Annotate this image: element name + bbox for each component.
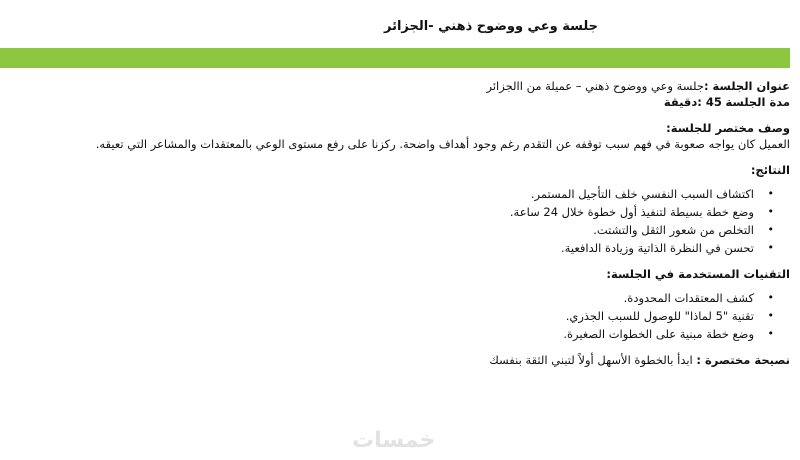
description-heading: وصف مختصر للجلسة: (666, 121, 790, 135)
session-duration-label: مدة الجلسة (725, 95, 790, 109)
list-item: • تقنية "5 لماذا" للوصول للسبب الجذري. (10, 308, 754, 324)
results-heading: النتائج: (750, 163, 790, 177)
list-item: • كشف المعتقدات المحدودة. (10, 290, 754, 306)
list-item: • وضع خطة بسيطة لتنفيذ أول خطوة خلال 24 ساعة. (10, 204, 754, 220)
techniques-heading: التقنيات المستخدمة في الجلسة: (606, 267, 790, 281)
session-duration-value: 45 :دقيقة (663, 95, 722, 109)
tip-line (10, 352, 790, 368)
results-list (10, 186, 790, 256)
techniques-list (10, 290, 790, 342)
watermark-logo: خمسات (352, 428, 436, 453)
document-body (10, 78, 790, 368)
list-item: • وضع خطة مبنية على الخطوات الصغيرة. (10, 326, 754, 342)
list-item: • تحسن في النظرة الذاتية وزيادة الدافعية. (10, 240, 754, 256)
list-item: • اكتشاف السبب النفسي خلف التأجيل المستمر. (10, 186, 754, 202)
accent-bar (0, 48, 790, 68)
description-text: العميل كان يواجه صعوبة في فهم سبب توقفه عن التقدم رغم وجود أهداف واضحة. ركزنا على رفع مستوى الوعي بالمعتقدات والمشاعر التي تعيقه. (95, 137, 790, 151)
session-title-line (10, 78, 790, 94)
tip-text: ابدأ بالخطوة الأسهل أولاً لتبني الثقة بنفسك (489, 353, 693, 367)
list-item: • التخلص من شعور الثقل والتشتت. (10, 222, 754, 238)
page-title: جلسة وعي ووضوح ذهني -الجزائر (383, 19, 598, 34)
session-title-label: عنوان الجلسة : (703, 79, 790, 93)
tip-label: نصيحة مختصرة : (696, 353, 790, 367)
session-duration-line (10, 94, 790, 110)
session-title-value: جلسة وعي ووضوح ذهني – عميلة من االجزائر (486, 79, 704, 93)
